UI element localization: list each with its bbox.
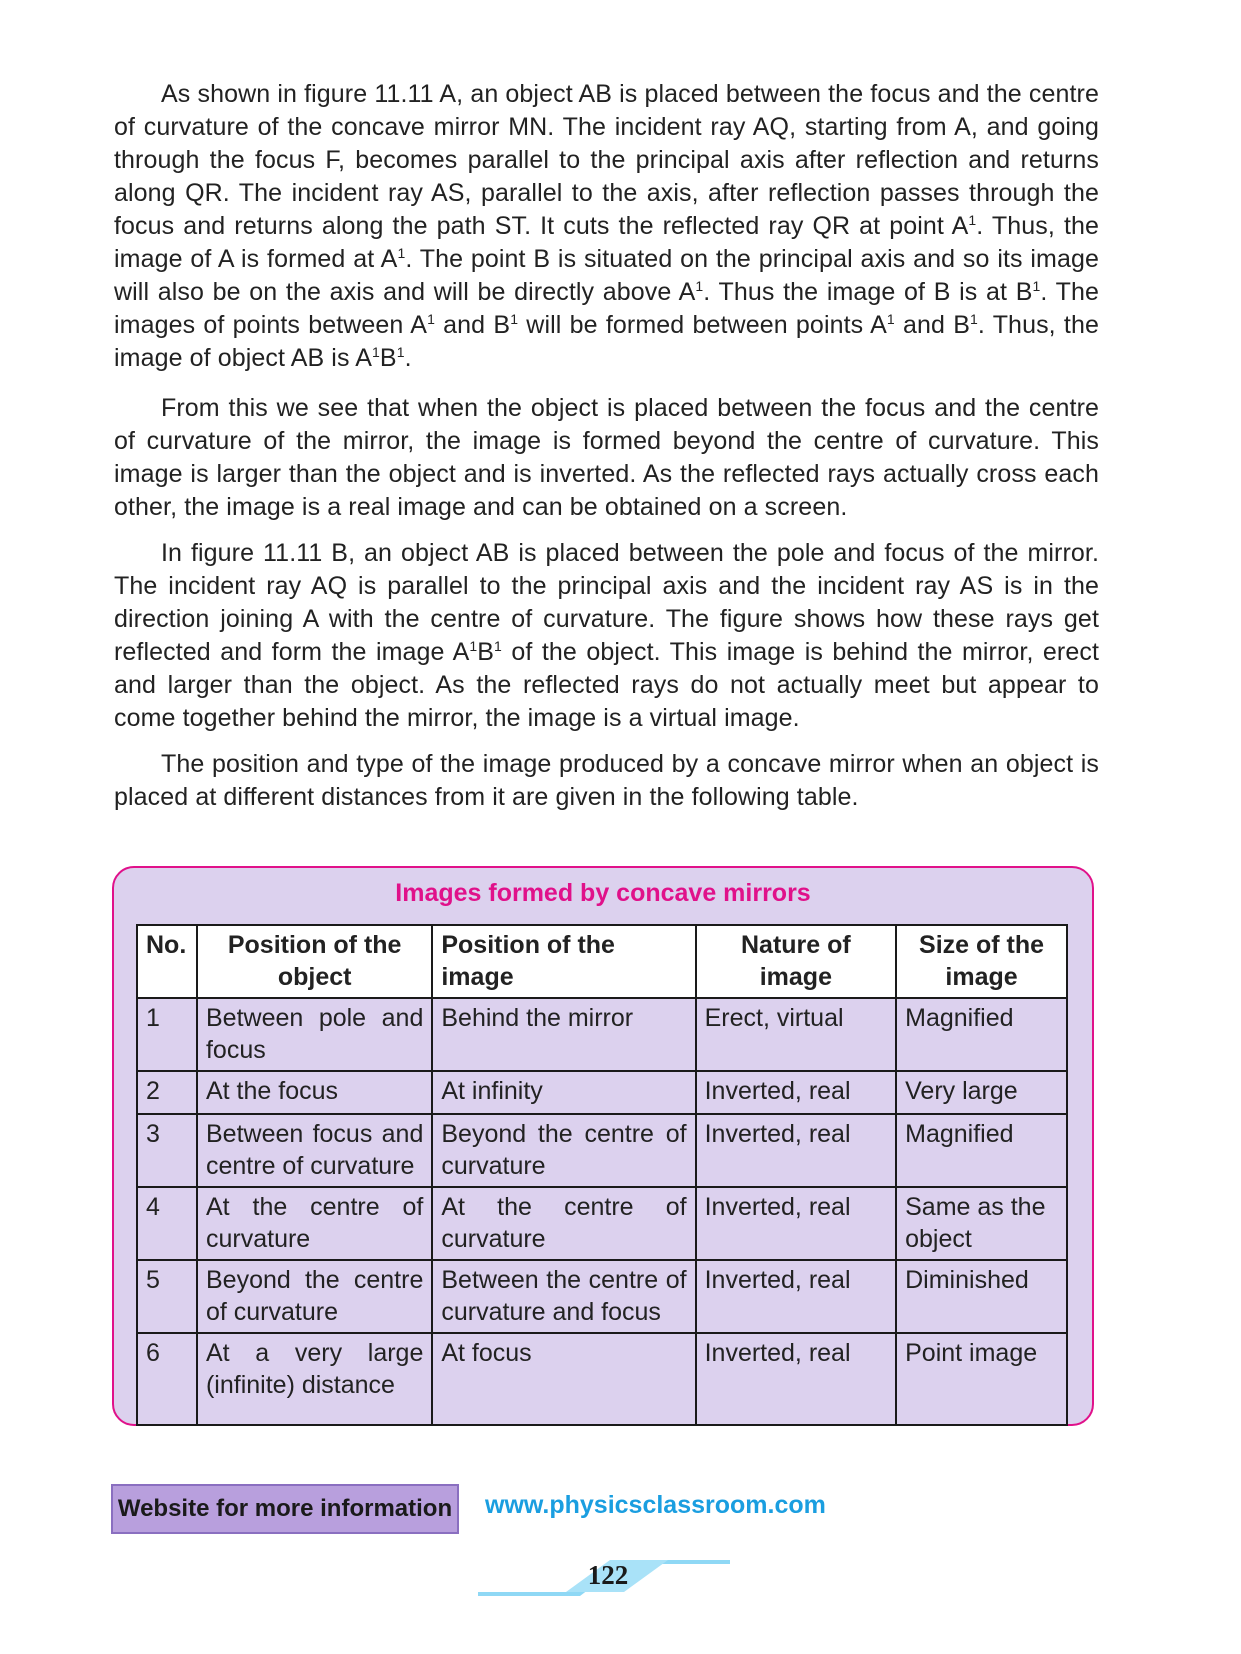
header-no: No. — [137, 925, 197, 998]
superscript: 1 — [396, 344, 405, 360]
table-cell: At the focus — [197, 1071, 432, 1114]
header-nature: Nature of image — [696, 925, 897, 998]
header-image-position: Position of the image — [432, 925, 695, 998]
paragraph-text: . — [404, 344, 412, 372]
table-cell: Beyond the centre of curvature — [197, 1260, 432, 1333]
paragraph-text: In figure 11.11 B, an object AB is placed between the pole and focus of the mirror. The incident ray AQ is parallel to the principal axis and the incident ray AS is in the direction joining A with the centre of curvature. The figure shows how these rays get reflected and form the image A — [114, 539, 1099, 666]
paragraph-text: . The point B is situated on the principal axis and so its image will also be on the axis and will be directly above A — [114, 245, 1099, 306]
superscript: 1 — [494, 638, 502, 654]
paragraph-text: and B — [894, 311, 970, 339]
superscript: 1 — [372, 344, 380, 360]
page-number: 122 — [587, 1560, 629, 1590]
superscript: 1 — [886, 311, 895, 327]
table-cell: 5 — [137, 1260, 197, 1333]
table-cell: 2 — [137, 1071, 197, 1114]
table-cell: At the centre of curvature — [197, 1187, 432, 1260]
table-cell: At focus — [432, 1333, 695, 1425]
table-cell: Magnified — [896, 1114, 1067, 1187]
table-row — [137, 998, 1067, 1071]
table-cell: Inverted, real — [696, 1187, 897, 1260]
table-cell: Between pole and focus — [197, 998, 432, 1071]
table-cell: Diminished — [896, 1260, 1067, 1333]
paragraph-text: . Thus the image of B is at B — [703, 278, 1033, 306]
header-size: Size of the image — [896, 925, 1067, 998]
table-cell: Same as the object — [896, 1187, 1067, 1260]
table-cell: Between focus and centre of curvature — [197, 1114, 432, 1187]
table-cell: Inverted, real — [696, 1071, 897, 1114]
superscript: 1 — [695, 278, 704, 294]
paragraph-text: and B — [434, 311, 511, 339]
paragraph-text: As shown in figure 11.11 A, an object AB is placed between the focus and the centre of curvature of the concave mirror MN. The incident ray AQ, starting from A, and going through the focus F, becomes parallel to the principal axis after reflection and returns along QR. The incident ray AS, parallel to the axis, after reflection passes through the focus and returns along the path ST. It cuts the reflected ray QR at point A — [114, 80, 1099, 240]
superscript: 1 — [469, 638, 478, 654]
paragraph-text: . Thus, the image of object AB is A — [114, 311, 1099, 372]
paragraph-text: B — [379, 344, 397, 372]
website-link[interactable]: www.physicsclassroom.com — [485, 1491, 826, 1519]
table-cell: Inverted, real — [696, 1260, 897, 1333]
header-object-position: Position of the object — [197, 925, 432, 998]
images-table — [136, 924, 1068, 1426]
table-cell: Behind the mirror — [432, 998, 695, 1071]
table-row — [137, 1071, 1067, 1114]
website-label: Website for more information — [111, 1484, 459, 1534]
table-cell: Inverted, real — [696, 1333, 897, 1425]
paragraph-text: B — [477, 638, 495, 666]
table-cell: Magnified — [896, 998, 1067, 1071]
table-cell: At a very large (infinite) distance — [197, 1333, 432, 1425]
superscript: 1 — [1032, 278, 1041, 294]
table-cell: At the centre of curvature — [432, 1187, 695, 1260]
table-row — [137, 1114, 1067, 1187]
table-header-row — [137, 925, 1067, 998]
table-cell: 3 — [137, 1114, 197, 1187]
paragraph-text: will be formed between points A — [518, 311, 887, 339]
paragraph-4: The position and type of the image produced by a concave mirror when an object is placed at different distances from it are given in the following table. — [114, 750, 1099, 811]
paragraph-1 — [114, 78, 1099, 375]
table-title: Images formed by concave mirrors — [395, 879, 811, 907]
superscript: 1 — [427, 311, 435, 327]
paragraph-3 — [114, 537, 1099, 735]
superscript: 1 — [510, 311, 519, 327]
table-cell: 1 — [137, 998, 197, 1071]
page-number-badge — [478, 1556, 730, 1598]
superscript: 1 — [968, 212, 977, 228]
table-cell: 4 — [137, 1187, 197, 1260]
paragraph-text: . Thus, the image of A is formed at A — [114, 212, 1099, 273]
table-cell: Very large — [896, 1071, 1067, 1114]
paragraph-text: of the object. This image is behind the mirror, erect and larger than the object. As the reflected rays do not actually meet but appear to come together behind the mirror, the image is a virtual image. — [114, 638, 1099, 732]
table-cell: 6 — [137, 1333, 197, 1425]
table-panel — [112, 866, 1094, 1426]
paragraph-text: . The images of points between A — [114, 278, 1099, 339]
table-row — [137, 1260, 1067, 1333]
table-cell: Beyond the centre of curvature — [432, 1114, 695, 1187]
table-cell: Between the centre of curvature and focus — [432, 1260, 695, 1333]
superscript: 1 — [969, 311, 978, 327]
paragraph-2: From this we see that when the object is placed between the focus and the centre of curvature of the mirror, the image is formed beyond the centre of curvature. This image is larger than the object and is inverted. As the reflected rays actually cross each other, the image is a real image and can be obtained on a screen. — [114, 394, 1099, 521]
table-cell: Erect, virtual — [696, 998, 897, 1071]
superscript: 1 — [397, 245, 406, 261]
table-row — [137, 1333, 1067, 1425]
table-cell: Point image — [896, 1333, 1067, 1425]
table-cell: Inverted, real — [696, 1114, 897, 1187]
table-row — [137, 1187, 1067, 1260]
table-cell: At infinity — [432, 1071, 695, 1114]
